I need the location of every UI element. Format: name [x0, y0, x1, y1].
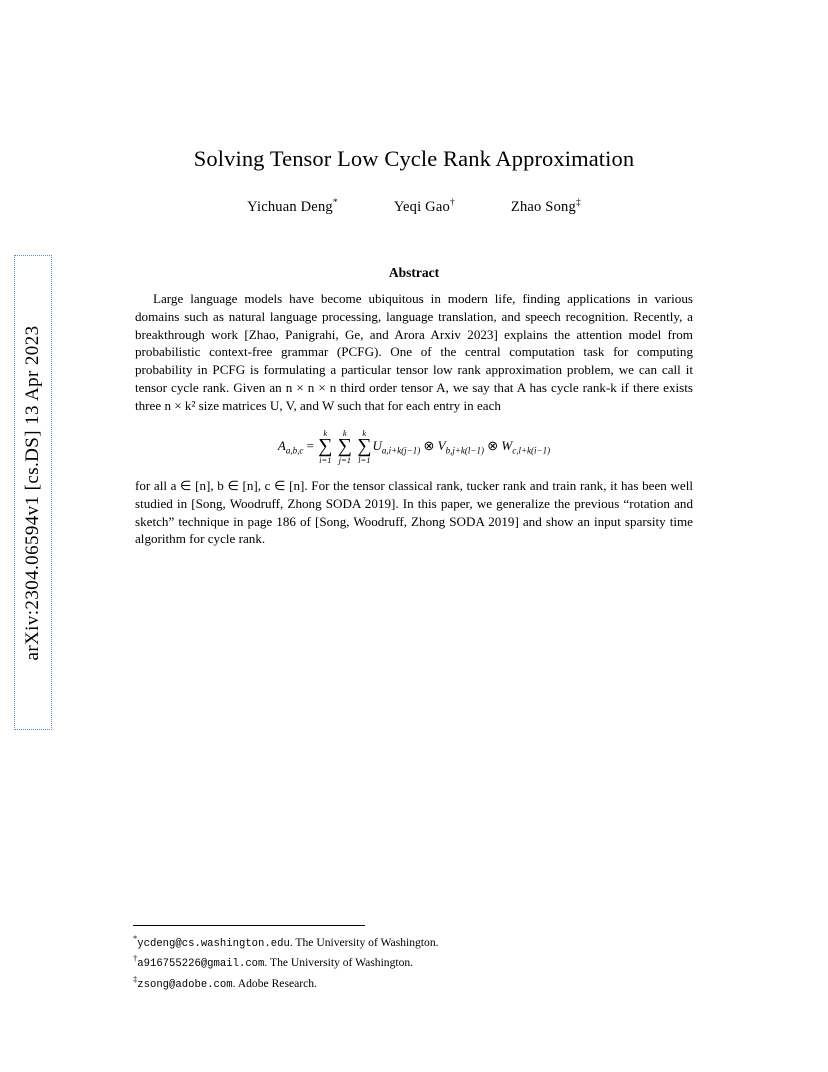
summation-l: [357, 429, 371, 465]
equation-equals: =: [306, 437, 314, 453]
abstract-body: [135, 290, 693, 548]
footnote-2-email[interactable]: a916755226@gmail.com: [137, 958, 265, 971]
summation-i-lower: i=1: [319, 455, 332, 466]
equation-term-2-sub: b,j+k(l−1): [445, 445, 484, 456]
equation-term-2-base: V: [437, 437, 446, 453]
paper-page: [133, 0, 695, 1072]
footnote-1: [133, 932, 695, 952]
summation-l-lower: l=1: [358, 455, 371, 466]
footnote-3: [133, 973, 695, 993]
abstract-heading: Abstract: [388, 264, 440, 280]
tensor-product-icon-1: ⊗: [423, 437, 435, 453]
footnote-3-marker: ‡: [133, 973, 138, 984]
equation-term-3-sub: c,l+k(i−1): [512, 445, 551, 456]
arxiv-stamp: [14, 255, 52, 730]
equation-term-1-sub: a,i+k(j−1): [381, 445, 421, 456]
summation-j-lower: j=1: [338, 455, 351, 466]
author-2: [394, 198, 455, 216]
summation-j: [338, 429, 352, 465]
summation-i: [318, 429, 332, 465]
abstract-paragraph-1: Large language models have become ubiquitous in modern life, finding applications in various domains such as natural language processing, language translation, and speech recognition. Recently, a breakthrough work [Zhao, Panigrahi, Ge, and Arora Arxiv 2023] explains the attention model from probabilistic context-free grammar (PCFG). One of the central computation task for computing probability in PCFG is formulating a particular tensor low rank approximation problem, we can call it tensor cycle rank. Given an n × n × n third order tensor A, we say that A has cycle rank-k if there exists three n × k² size matrices U, V, and W such that for each entry in each: [135, 290, 693, 413]
equation-cycle-rank: [135, 429, 693, 465]
author-list: [133, 198, 695, 216]
summation-i-symbol: ∑: [318, 435, 333, 458]
footnote-2-affiliation: . The University of Washington.: [264, 956, 414, 970]
author-2-name: Yeqi Gao: [393, 198, 450, 215]
equation-term-1-base: U: [372, 437, 382, 453]
author-3: [511, 198, 581, 216]
footnote-3-email[interactable]: zsong@adobe.com: [137, 978, 233, 991]
summation-l-symbol: ∑: [357, 435, 372, 458]
summation-l-upper: k: [362, 427, 367, 438]
author-2-marker: †: [449, 198, 455, 208]
equation-lhs-sub: a,b,c: [285, 445, 304, 456]
tensor-product-icon-2: ⊗: [487, 437, 499, 453]
summation-j-upper: k: [342, 427, 347, 438]
footnote-divider: [133, 925, 365, 926]
footnote-2-marker: †: [133, 953, 138, 964]
footnote-1-affiliation: . The University of Washington.: [289, 935, 439, 949]
author-1: [247, 198, 338, 216]
equation-lhs-base: A: [277, 437, 286, 453]
abstract-paragraph-2: for all a ∈ [n], b ∈ [n], c ∈ [n]. For the tensor classical rank, tucker rank and train rank, it has been well studied in [Song, Woodruff, Zhong SODA 2019]. In this paper, we generalize the previous “rotation and sketch” technique in page 186 of [Song, Woodruff, Zhong SODA 2019] and show an input sparsity time algorithm for cycle rank.: [135, 477, 693, 547]
footnote-2: [133, 952, 695, 972]
footnote-3-affiliation: . Adobe Research.: [232, 976, 317, 990]
summation-j-symbol: ∑: [337, 435, 352, 458]
author-3-marker: ‡: [575, 198, 581, 208]
footnote-list: [133, 932, 695, 993]
summation-i-upper: k: [323, 427, 328, 438]
author-1-marker: *: [332, 198, 338, 208]
author-3-name: Zhao Song: [510, 198, 576, 215]
footnote-1-marker: *: [133, 933, 138, 943]
arxiv-stamp-text: arXiv:2304.06594v1 [cs.DS] 13 Apr 2023: [22, 324, 43, 661]
page-title: Solving Tensor Low Cycle Rank Approximation: [193, 146, 635, 171]
author-1-name: Yichuan Deng: [247, 198, 333, 215]
equation-term-3-base: W: [501, 437, 513, 453]
footnote-1-email[interactable]: ycdeng@cs.washington.edu: [137, 937, 290, 950]
